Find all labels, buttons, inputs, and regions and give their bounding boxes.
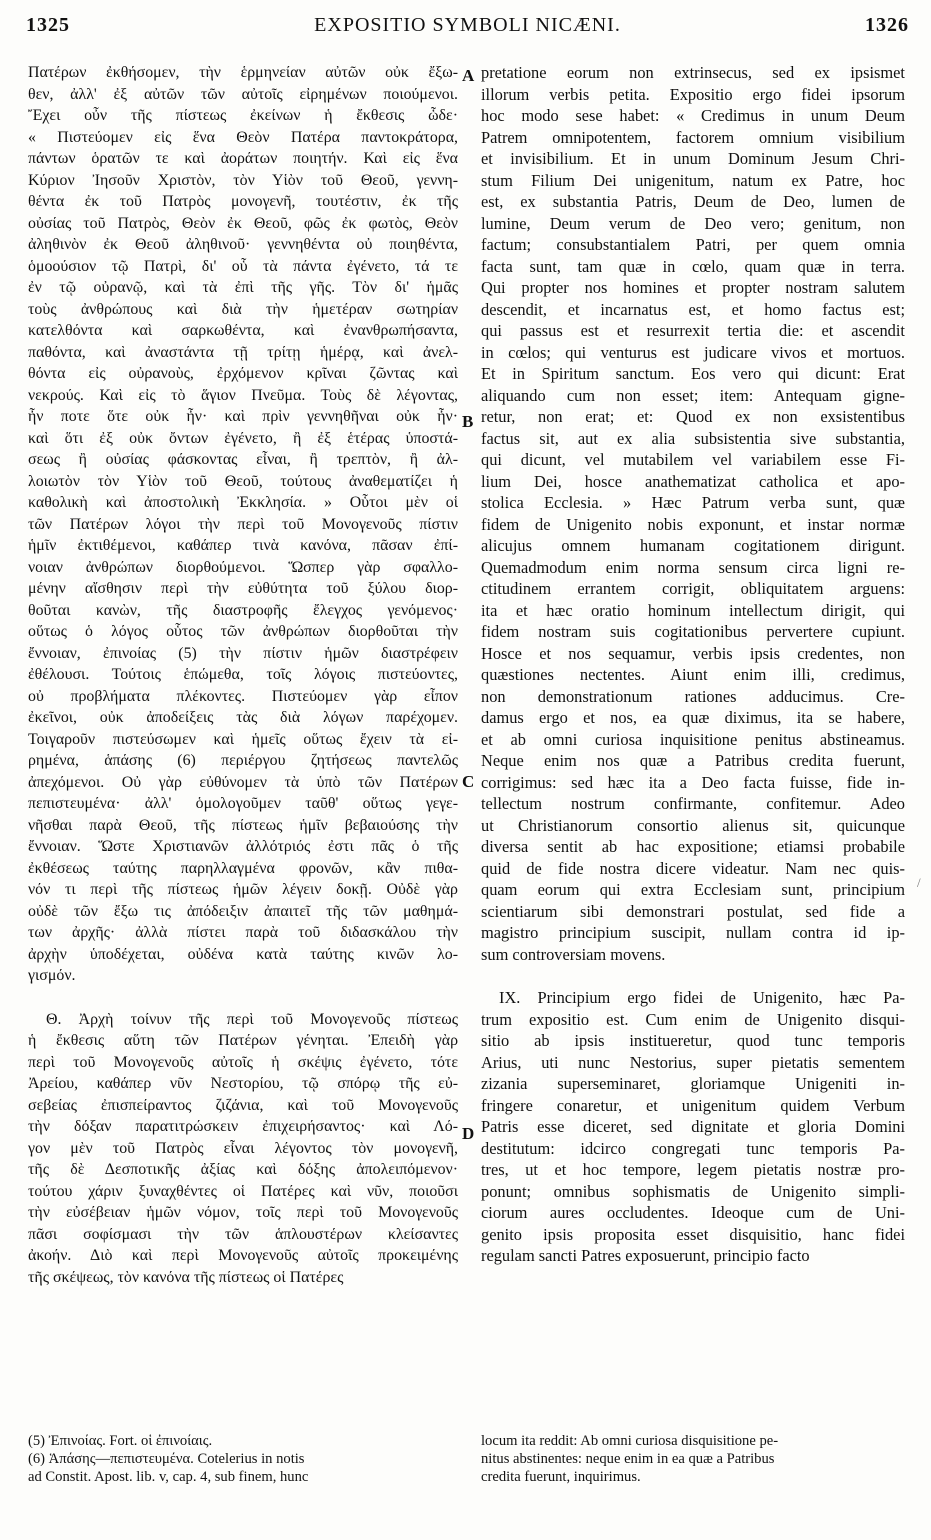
greek-text-line: Ἔχει οὖν τῆς πίστεως ἐκείνων ἡ ἔκθεσις ὧδε·: [28, 107, 458, 124]
greek-text-line: γισμόν.: [28, 967, 76, 984]
latin-text-line: sitio ab ipsis institueretur, quod tunc temporis: [481, 1031, 905, 1050]
greek-text-line: τούτου χάριν ξυναχθέντες οἱ Πατέρες καὶ νῦν, ποιοῦσι: [28, 1182, 458, 1200]
latin-text-line: Patris esse diceret, sed dignitate et gloria Domini: [481, 1117, 905, 1136]
greek-text-line: οὐ προβλήματα πλέκοντες. Πιστεύομεν γὰρ εἶπον: [28, 687, 458, 705]
latin-text-line: quæstiones nectentes. Aiunt enim illi, credimus,: [481, 665, 905, 684]
latin-text-line: et invisibilium. Et in unum Dominum Jesum Chri-: [481, 149, 905, 168]
latin-text-line: ctitudinem errantem corrigit, obliquitatem arguens:: [481, 579, 905, 598]
latin-text-line: et ab omni curiosa inquisitione penitus abstineamus.: [481, 729, 905, 749]
latin-text-line: alicujus omnem humanam cogitationem dirigunt.: [481, 536, 905, 555]
greek-text-line: ἡμῖν ἐκτιθέμενοι, καθάπερ τινὰ κανόνα, πᾶσαν ἐπί-: [28, 537, 458, 554]
latin-text-line: aliquando cum non esset; item: Antequam gigne-: [481, 385, 905, 405]
latin-text-line: Hosce et nos sequamur, verbis ipsis credentes, non: [481, 643, 905, 663]
greek-text-line: πάντων ὁρατῶν τε καὶ ἀοράτων ποιητήν. Καὶ εἰς ἕνα: [28, 150, 458, 167]
greek-text-line: οὕτως ὁ λόγος οὗτος τῶν ἀνθρώπων διορθοῦται τὴν: [28, 623, 458, 640]
footnotes-right: [481, 1432, 905, 1486]
greek-text-line: θεν, ἀλλ' ἐξ αὐτῶν τῶν αὐτοῖς εἰρημένων ποιούμενοι.: [28, 85, 458, 103]
greek-text-line: Θ. Ἀρχὴ τοίνυν τῆς περὶ τοῦ Μονογενοῦς πίστεως: [46, 1010, 458, 1028]
greek-text-line: πεπιστευμένα· ἀλλ' ὁμολογοῦμεν ταῦθ' οὕτως γεγε-: [28, 795, 458, 812]
latin-text-line: diversa sentit ab hac expositione; etiamsi probabile: [481, 837, 905, 856]
latin-text-line: ponunt; omnibus sophismatis de Unigenito simpli-: [481, 1181, 905, 1201]
greek-text-line: σεβείας ἐπισπείραντος ζιζάνια, καὶ τοῦ Μονογενοῦς: [28, 1096, 458, 1114]
latin-text-line: descendit, et incarnatus est, et homo factus est;: [481, 299, 905, 319]
latin-text-line: damus ergo et nos, ea quæ diximus, ita se habere,: [481, 708, 905, 727]
latin-text-line: trum expositio est. Cum enim de Unigenito disqui-: [481, 1009, 905, 1029]
latin-text-line: est, ex substantia Patris, Deum de Deo, lumen de: [481, 192, 905, 211]
latin-text-line: corrigimus: sed hæc ita a Deo facta fuisse, fide in-: [481, 772, 905, 792]
latin-text-line: ut Christianorum consortio alienus sit, quicunque: [481, 815, 905, 835]
latin-text-line: lumine, Deum verum de Deo vero; genitum, non: [481, 213, 905, 233]
greek-text-line: τοὺς ἀνθρώπους καὶ διὰ τὴν ἡμετέραν σωτηρίαν: [28, 300, 458, 318]
greek-text-line: Ἀρείου, καθάπερ νῦν Νεστορίου, τῷ σπόρῳ τῆς εὐ-: [28, 1075, 458, 1092]
greek-text-line: ἡ ἔκθεσις αὕτη τῶν Πατέρων γένηται. Ἐπειδὴ γὰρ: [28, 1032, 458, 1049]
footnote-line: credita fuerunt, inquirimus.: [481, 1469, 641, 1485]
latin-text-line: in cœlos; qui venturus est judicare vivos et mortuos.: [481, 342, 905, 362]
greek-text-line: ἔννοιαν, ἐπινοίας (5) τὴν πίστιν ἡμῶν διαστρέφειν: [28, 644, 458, 662]
greek-text-line: θοῦται κανὼν, τῆς διαστροφῆς ἔλεγχος γενόμενος·: [28, 601, 458, 619]
latin-text-line: fidem nostram suis cogitationibus pervertere cupiunt.: [481, 622, 905, 641]
footnote-line: ad Constit. Apost. lib. v, cap. 4, sub finem, hunc: [28, 1469, 309, 1485]
greek-text-line: των ἀρχῆς· ἀλλὰ πίστει παρὰ τοῦ διδασκάλου τὴν: [28, 924, 458, 941]
greek-text-line: νῆσθαι παρὰ Θεοῦ, τῆς πίστεως ἡμῖν βεβαιούσης τὴν: [28, 816, 458, 834]
greek-text-line: ἀληθινὸν ἐκ Θεοῦ ἀληθινοῦ· γεννηθέντα οὐ ποιηθέντα,: [28, 236, 458, 253]
greek-text-line: ρημένα, ἁπάσης (6) περιέργου ζητήσεως παντελῶς: [28, 752, 458, 769]
greek-text-line: ἀκοήν. Διὸ καὶ περὶ Μονογενοῦς αὐτοῖς προκειμένης: [28, 1247, 458, 1264]
greek-text-line: γον μὲν τοῦ Πατρὸς εἶναι λέγοντος τὸν μονογενῆ,: [28, 1139, 458, 1157]
latin-text-part2: [481, 987, 905, 1267]
margin-letter-d: D: [462, 1124, 475, 1143]
greek-text-line: Τοιγαροῦν πιστεύσωμεν καὶ ἡμεῖς οὕτως ἔχειν τὰ εἰ-: [28, 730, 458, 748]
latin-text-line: tres, ut et hoc tempore, legem pietatis nostræ pro-: [481, 1160, 905, 1179]
running-title: EXPOSITIO SYMBOLI NICÆNI.: [314, 14, 621, 36]
running-head: [26, 14, 909, 42]
latin-text-line: destitutum: idcirco congregati tunc temporis Pa-: [481, 1138, 905, 1158]
latin-text-line: stolica Ecclesia. » Hæc Patrum verba sunt, quæ: [481, 493, 905, 512]
latin-text-line: quid de fide nostra dicere videatur. Nam nec quis-: [481, 858, 905, 878]
greek-text-line: « Πιστεύομεν εἰς ἕνα Θεὸν Πατέρα παντοκράτορα,: [28, 128, 458, 146]
greek-text-line: ἔννοιαν. Ὥστε Χριστιανῶν ἀλλότριός ἐστι πᾶς ὁ τῆς: [28, 838, 458, 855]
latin-text-line: IX. Principium ergo fidei de Unigenito, hæc Pa-: [499, 988, 905, 1007]
greek-text-line: οὐδὲ τῶν ἔξω τις ἀπόδειξιν ἀπαιτεῖ τῆς τῶν μαθημά-: [28, 902, 458, 920]
greek-text-line: οὐσίας τοῦ Πατρὸς, Θεὸν ἐκ Θεοῦ, φῶς ἐκ φωτὸς, Θεὸν: [28, 214, 458, 232]
latin-column: [481, 62, 905, 1267]
footnote-line: locum ita reddit: Ab omni curiosa disquisitione pe-: [481, 1433, 779, 1449]
greek-text-line: Κύριον Ἰησοῦν Χριστὸν, τὸν Υἱὸν τοῦ Θεοῦ, γεννη-: [28, 171, 458, 189]
greek-text-line: τὴν δόξαν παρατιτρώσκειν ἐπιχειρήσαντος· καὶ Λό-: [28, 1118, 458, 1135]
latin-text-line: fidem de Unigenito nobis exponunt, et instar normæ: [481, 514, 905, 534]
margin-letter-c: C: [462, 772, 475, 791]
footnote-line: nitus abstinentes: neque enim in ea quæ a Patribus: [481, 1451, 775, 1467]
greek-text-line: λοιωτὸν τὸν Υἱὸν τοῦ Θεοῦ, τούτους ἀναθεματίζει ἡ: [28, 472, 458, 490]
stray-margin-mark: /: [917, 875, 921, 890]
latin-text-line: scientiarum sibi demonstrari postulat, sed fide a: [481, 901, 905, 921]
greek-text-line: νεκρούς. Καὶ εἰς τὸ ἅγιον Πνεῦμα. Τοὺς δὲ λέγοντας,: [28, 386, 458, 404]
greek-text-line: τῆς σκέψεως, τὸν κανόνα τῆς πίστεως οἱ Πατέρες: [28, 1268, 344, 1286]
latin-text-line: stum Filium Dei unigenitum, natum ex Patre, hoc: [481, 170, 905, 190]
page-number-left: 1325: [26, 14, 70, 36]
page-number-right: 1326: [865, 14, 909, 36]
latin-text-line: tellectum nostrum confirmante, confitemur. Adeo: [481, 794, 905, 813]
greek-text-line: θέντα ἐκ τοῦ Πατρὸς μονογενῆ, τουτέστιν, ἐκ τῆς: [28, 193, 458, 210]
greek-text-line: νοιαν ἀνθρώπων διορθούμενοι. Ὥσπερ γὰρ σφαλλο-: [28, 558, 458, 576]
greek-text-part2: [28, 1009, 458, 1289]
latin-text-line: factum; consubstantialem Patri, per quem omnia: [481, 235, 905, 254]
latin-text-line: qui dicunt, vel mutabilem vel variabilem esse Fi-: [481, 450, 905, 469]
greek-text-line: ἦν ποτε ὅτε οὐκ ἦν· καὶ πρὶν γεννηθῆναι οὐκ ἦν·: [28, 408, 458, 425]
latin-text-line: regulam sancti Patres exposuerunt, principio facto: [481, 1246, 810, 1265]
greek-text-line: ἐν τῷ οὐρανῷ, καὶ τὰ ἐπὶ τῆς γῆς. Τὸν δι' ἡμᾶς: [28, 279, 458, 296]
latin-text-line: magistro principium suscipit, nullam contra id ip-: [481, 923, 905, 942]
greek-text-line: περὶ τοῦ Μονογενοῦς αὐτοῖς ἡ σκέψις ἐγένετο, τότε: [28, 1053, 458, 1071]
latin-text-line: non demonstrationum rationes adducimus. Cre-: [481, 686, 905, 706]
latin-text-line: factus sit, aut ex alia subsistentia sive substantia,: [481, 428, 905, 448]
latin-text-line: Arius, uti nunc Nestorius, super pietatis sementem: [481, 1052, 905, 1072]
latin-text-line: fringere conaretur, et unigenitum quidem Verbum: [481, 1095, 905, 1115]
latin-text-line: Qui propter nos homines et propter nostram salutem: [481, 278, 905, 297]
greek-text-line: ἐκεῖνοι, οὐκ ἀποδείξεις τὰς διὰ λόγων παρέχομεν.: [28, 709, 458, 726]
latin-text-line: pretatione eorum non extrinsecus, sed ex ipsismet: [481, 63, 905, 82]
greek-text-line: σεως ἢ οὐσίας φάσκοντας εἶναι, ἢ τρεπτὸν, ἢ ἀλ-: [28, 451, 458, 468]
greek-text-line: καὶ ὅτι ἐξ οὐκ ὄντων ἐγένετο, ἢ ἐξ ἑτέρας ὑποστά-: [28, 429, 458, 447]
latin-text-line: hoc modo sese habet: « Credimus in unum Deum: [481, 106, 905, 125]
greek-text-line: κατελθόντα καὶ σαρκωθέντα, καὶ ἐνανθρωπήσαντα,: [28, 322, 458, 339]
greek-text-line: παθόντα, καὶ ἀναστάντα τῇ τρίτῃ ἡμέρᾳ, καὶ ἀνελ-: [28, 343, 458, 361]
latin-text-line: ita et hæc oratio hominum intellectum dirigit, qui: [481, 600, 905, 620]
latin-text-line: facta sunt, tam quæ in cœlo, quam quæ in terra.: [481, 256, 905, 276]
latin-text-line: sum controversiam movens.: [481, 944, 666, 964]
greek-text-line: τῆς δὲ Δεσποτικῆς ἀξίας καὶ δόξης ἀπολειπόμενον·: [28, 1161, 458, 1178]
margin-letter-b: B: [462, 412, 474, 431]
latin-text-line: zizania superseminaret, gloriamque Unigeniti in-: [481, 1074, 905, 1093]
section-gap: [28, 987, 458, 1009]
greek-text-line: μένην αἴσθησιν περὶ τὴν εὐθύτητα τοῦ ξύλου διορ-: [28, 580, 458, 597]
greek-text-line: ἀπεχόμενοι. Οὐ γὰρ εὐθύνομεν τὰ ὑπὸ τῶν Πατέρων: [28, 773, 458, 791]
latin-text-line: Patrem omnipotentem, factorem omnium visibilium: [481, 127, 905, 147]
greek-text-line: νόν τι περὶ τῆς πίστεως ἡμῶν λέγειν δοκῇ. Οὐδὲ γὰρ: [28, 881, 458, 898]
margin-letter-a: A: [462, 66, 475, 85]
latin-text-line: lium Dei, hosce anathematizat catholica et apo-: [481, 471, 905, 491]
greek-text-line: θόντα εἰς οὐρανοὺς, ἐρχόμενον κρῖναι ζῶντας καὶ: [28, 365, 458, 382]
greek-text-line: τῶν Πατέρων λόγοι τὴν περὶ τοῦ Μονογενοῦς πίστιν: [28, 515, 458, 533]
greek-text-line: καθολικὴ καὶ ἀποστολικὴ Ἐκκλησία. » Οὗτοι μὲν οἱ: [28, 494, 458, 511]
latin-text-line: retur, non erat; et: Quod ex non exsistentibus: [481, 407, 905, 426]
latin-text-line: quam eorum qui extra Ecclesiam sunt, principium: [481, 880, 905, 899]
latin-text-line: illorum verbis petita. Expositio ergo fidei ipsorum: [481, 84, 905, 104]
section-gap: [481, 965, 905, 987]
latin-text-line: qui passus est et resurrexit tertia die: et ascendit: [481, 321, 905, 340]
greek-text-line: ἐθέλουσι. Τούτοις ἑπώμεθα, τοῖς λόγοις πιστεύοντες,: [28, 666, 458, 683]
latin-text-line: Et in Spiritum sanctum. Eos vero qui dicunt: Erat: [481, 364, 905, 383]
latin-text-line: genito ipsis proposita esset disquisitio, hanc fidei: [481, 1224, 905, 1244]
greek-text-line: ἀρχὴν ὑποδέχεται, οὐδένα κατὰ ταύτης κινῶν λο-: [28, 945, 458, 963]
greek-text-line: ὁμοούσιον τῷ Πατρὶ, δι' οὗ τὰ πάντα ἐγένετο, τά τε: [28, 257, 458, 275]
footnotes-left: [28, 1432, 458, 1486]
latin-text-line: Neque enim nos quæ a Patribus credita fuerunt,: [481, 751, 905, 770]
greek-text-line: τὴν εὐσέβειαν ἡμῶν νόμον, τοῖς περὶ τοῦ Μονογενοῦς: [28, 1204, 458, 1221]
greek-column: [28, 62, 458, 1288]
greek-text-line: πᾶσι σοφίσμασι τὴν τῶν ἁπλουστέρων κλείσαντες: [28, 1225, 458, 1243]
greek-text-line: Πατέρων ἐκθήσομεν, τὴν ἑρμηνείαν αὐτῶν οὐκ ἔξω-: [28, 64, 458, 81]
greek-text-part1: [28, 62, 458, 987]
footnote-line: (6) Ἁπάσης—πεπιστευμένα. Cotelerius in notis: [28, 1451, 305, 1467]
latin-text-part1: [481, 62, 905, 965]
latin-text-line: Quemadmodum enim norma sensum circa ligni re-: [481, 557, 905, 577]
latin-text-line: ciorum aures occludentes. Ideoque cum de Uni-: [481, 1203, 905, 1222]
footnote-line: (5) Ἐπινοίας. Fort. οἱ ἐπινοίαις.: [28, 1433, 213, 1449]
greek-text-line: ἐκθέσεως ταύτης παρηλλαγμένα φρονῶν, κἂν πιθα-: [28, 859, 458, 877]
